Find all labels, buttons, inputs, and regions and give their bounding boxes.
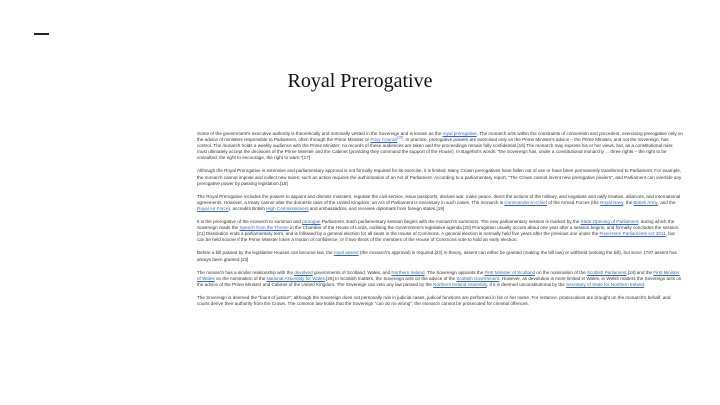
article-text: , if it is deemed unconstitutional by the: [486, 281, 567, 287]
article-text: Some of the government's executive authority is theoretically and nominally vested in the Sovereign and is known as the: [197, 131, 443, 136]
article-body: [197, 131, 683, 314]
article-text: The monarch has a similar relationship with the: [197, 269, 295, 275]
article-paragraph: [197, 295, 683, 307]
page-title: Royal Prerogative: [287, 70, 433, 92]
menu-icon[interactable]: [34, 33, 49, 35]
article-text: , and the: [657, 199, 676, 205]
article-text: The Sovereign is deemed the "fount of justice"; although the Sovereign does not personally rule in judicial cases, judicial functions are performed in his or her name. For instance, prosecutions are brought on the monarch's behalf, and courts derive their authority from the Crown. The common law holds that the Sovereign "can do no wrong"; the monarch cannot be prosecuted for criminal offences.: [197, 294, 671, 306]
article-paragraph: [197, 250, 683, 262]
article-text: The Royal Prerogative includes the powers to appoint and dismiss ministers, regulate the civil service, issue passports, declare war, make peace, direct the actions of the military, and negotiate and ratify treaties, alliances, and international agreements. However, a treaty cannot alter the domestic laws of the United Kingdom; an Act of Parliament is necessary in such cases. The monarch is: [197, 193, 681, 205]
article-text: , but can be held sooner if the Prime Minister loses a motion of confidence, or if two-thirds of the members of the House of Commons vote to hold an early election.: [197, 231, 675, 243]
article-text: . In practice, prerogative powers are exercised only on the Prime Minister's advice – the Prime Minister, and not the Sovereign, has control. The monarch holds a weekly audience with the Prime Minister; no records of these audiences are taken and the proceedings remain fully confidential.[16] The monarch may express his or her views, but, as a constitutional ruler, must ultimately accept the decisions of the Prime Minister and the Cabinet (providing they command the support of the House). In Bagehot's words: "the Sovereign has, under a constitutional monarchy ... three rights – the right to be consulted, the right to encourage, the right to warn."[17]: [197, 137, 674, 161]
article-text: . The Sovereign appoints the: [424, 269, 485, 275]
article-link[interactable]: High Commissioners: [266, 205, 309, 211]
article-text: ,[24] and the: [626, 269, 654, 275]
article-link[interactable]: Royal Navy: [600, 199, 624, 205]
article-link[interactable]: Commander-in-Chief: [504, 199, 547, 205]
article-link[interactable]: Secretary of State for Northern Ireland: [566, 281, 644, 287]
article-text: ), accredits British: [228, 205, 267, 211]
article-text: Before a bill passed by the legislative Houses can become law, the: [197, 250, 334, 256]
article-link[interactable]: Royal Air Force: [197, 205, 229, 211]
article-text: (the monarch's approval) is required.[22] In theory, assent can either be granted (making the bill law) or withheld (vetoing the bill), but since 1707 assent has always been granted.[23]: [197, 250, 677, 262]
article-text: Parliament. Each parliamentary session begins with the monarch's summons. The new parliamentary session is marked by the: [320, 219, 581, 225]
article-text: and ambassadors, and receives diplomats from foreign states.[19]: [308, 205, 445, 211]
article-text: Although the Royal Prerogative is extensive and parliamentary approval is not formally required for its exercise, it is limited. Many Crown prerogatives have fallen out of use or have been permanently transferred to Parliament. For example, the monarch cannot impose and collect new taxes; such an action requires the authorisation of an Act of Parliament. According to a parliamentary report, "The Crown cannot invent new prerogative powers", and Parliament can override any prerogative power by passing legislation.[18]: [197, 168, 682, 186]
article-text: . However, as devolution is more limited in Wales, in Welsh matters the Sovereign acts on the advice of the Prime Minister and Cabinet of the United Kingdom. The Sovereign can veto any law passed by the: [197, 275, 682, 287]
article-text: .: [643, 281, 646, 287]
article-link[interactable]: First Minister of Wales: [197, 269, 680, 281]
article-paragraph: [197, 194, 683, 212]
article-link[interactable]: Northern Ireland: [391, 269, 425, 275]
article-text: on the nomination of the: [214, 275, 267, 281]
article-text: .[25] In Scottish matters, the Sovereign acts on the advice of the: [324, 275, 457, 281]
article-paragraph: [197, 168, 683, 186]
article-link[interactable]: Scottish Parliament: [586, 269, 627, 275]
article-link[interactable]: royal prerogative: [442, 131, 477, 136]
article-link[interactable]: British Army: [633, 199, 658, 205]
article-link[interactable]: Fixed-term Parliaments Act 2011: [599, 231, 666, 237]
article-text: . The monarch acts within the constraints of convention and precedent, exercising prerogative only on the advice of ministers responsible to Parliament, often through the Prime Minister or: [197, 131, 683, 143]
article-link[interactable]: Scottish Government: [456, 275, 500, 281]
article-link[interactable]: prorogue: [302, 219, 321, 225]
article-link[interactable]: Privy Council: [370, 137, 398, 143]
article-paragraph: [197, 270, 683, 288]
article-text: in the Chamber of the House of Lords, outlining the Government's legislative agenda.[20] Prorogation usually occurs about one year after a session begins, and formally concludes the session.[21] Dissolution ends a parliamentary term, and is followed by a general election for all seats in the House of Commons. A general election is normally held five years after the previous one under the: [197, 225, 680, 237]
article-link[interactable]: royal assent: [333, 250, 359, 256]
article-text: , during which the Sovereign reads the: [197, 219, 675, 231]
article-link[interactable]: devolved: [294, 269, 313, 275]
article-text: , the: [623, 199, 634, 205]
article-paragraph: [197, 131, 683, 161]
article-text: on the nomination of the: [535, 269, 587, 275]
article-link[interactable]: National Assembly for Wales: [266, 275, 325, 281]
article-text: governments of Scotland, Wales, and: [312, 269, 392, 275]
article-link[interactable]: State Opening of Parliament: [580, 219, 639, 225]
article-link[interactable]: Northern Ireland Assembly: [433, 281, 487, 287]
article-paragraph: [197, 219, 683, 243]
article-link[interactable]: First Minister of Scotland: [484, 269, 536, 275]
article-text: It is the prerogative of the monarch to summon and: [197, 219, 303, 225]
citation-link[interactable]: [15]: [397, 135, 403, 140]
article-text: of the Armed Forces (the: [546, 199, 601, 205]
article-link[interactable]: Speech from the Throne: [239, 225, 289, 231]
